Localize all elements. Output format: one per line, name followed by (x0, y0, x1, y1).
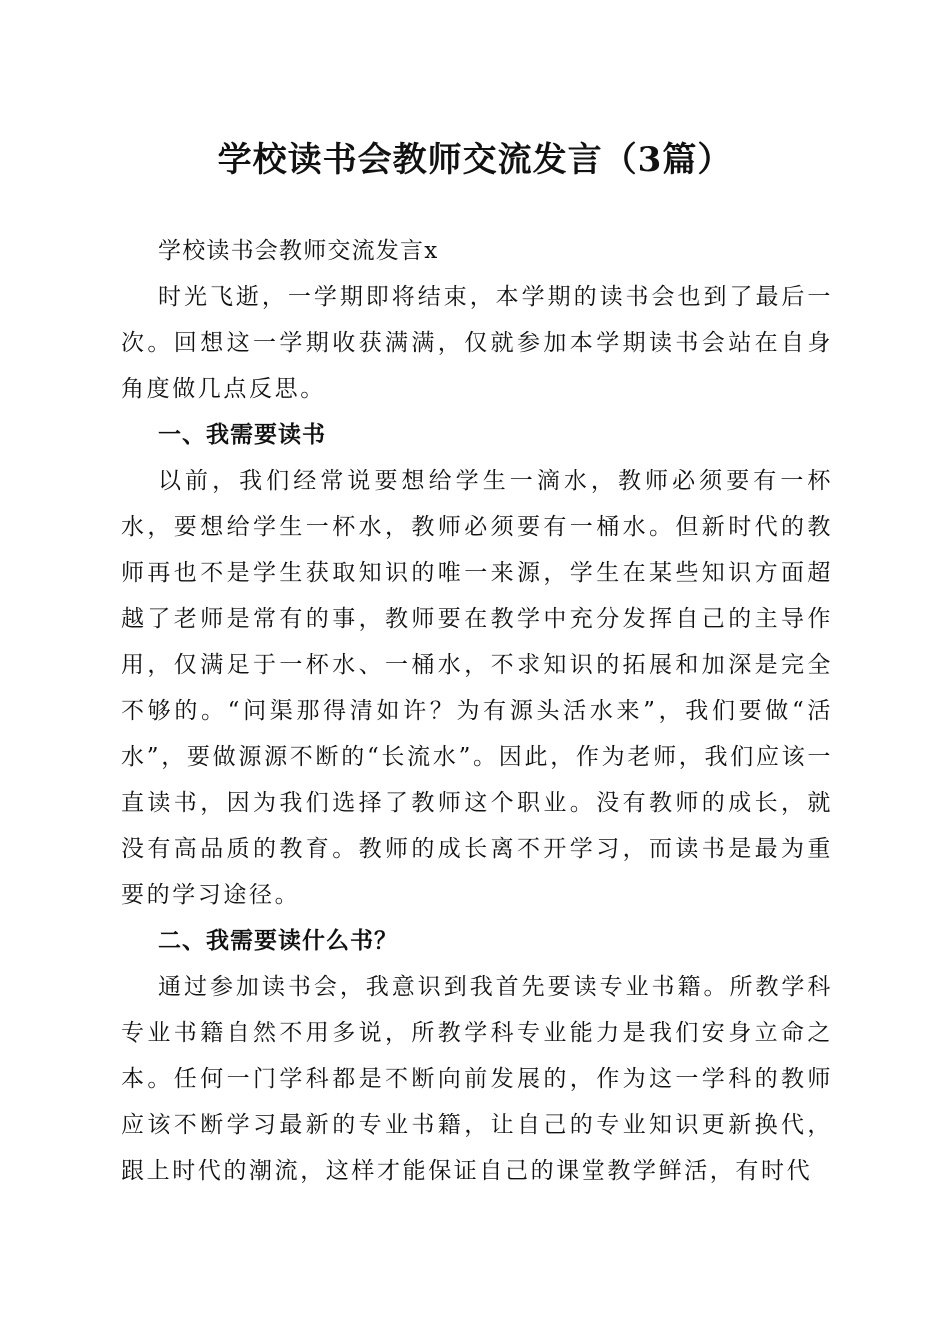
section-1-paragraph: 以前，我们经常说要想给学生一滴水，教师必须要有一杯水，要想给学生一杯水，教师必须要有一桶水。但新时代的教师再也不是学生获取知识的唯一来源，学生在某些知识方面超越了老师是常有的事，教师要在教学中充分发挥自己的主导作用，仅满足于一杯水、一桶水，不求知识的拓展和加深是完全不够的。“问渠那得清如许？为有源头活水来”，我们要做“活水”，要做源源不断的“长流水”。因此，作为老师，我们应该一直读书，因为我们选择了教师这个职业。没有教师的成长，就没有高品质的教育。教师的成长离不开学习，而读书是最为重要的学习途径。 (121, 468, 833, 908)
document-subtitle: 学校读书会教师交流发言x (158, 238, 439, 264)
section-2-heading: 二、我需要读什么书？ (158, 928, 398, 954)
intro-paragraph: 时光飞逝，一学期即将结束，本学期的读书会也到了最后一次。回想这一学期收获满满，仅就参加本学期读书会站在自身角度做几点反思。 (121, 284, 833, 402)
document-body (121, 228, 833, 1194)
document-title: 学校读书会教师交流发言（3篇） (217, 140, 733, 180)
section-2-paragraph: 通过参加读书会，我意识到我首先要读专业书籍。所教学科专业书籍自然不用多说，所教学科专业能力是我们安身立命之本。任何一门学科都是不断向前发展的，作为这一学科的教师应该不断学习最新的专业书籍，让自己的专业知识更新换代，跟上时代的潮流，这样才能保证自己的课堂教学鲜活，有时代 (121, 974, 833, 1184)
section-1-heading: 一、我需要读书 (158, 422, 326, 448)
